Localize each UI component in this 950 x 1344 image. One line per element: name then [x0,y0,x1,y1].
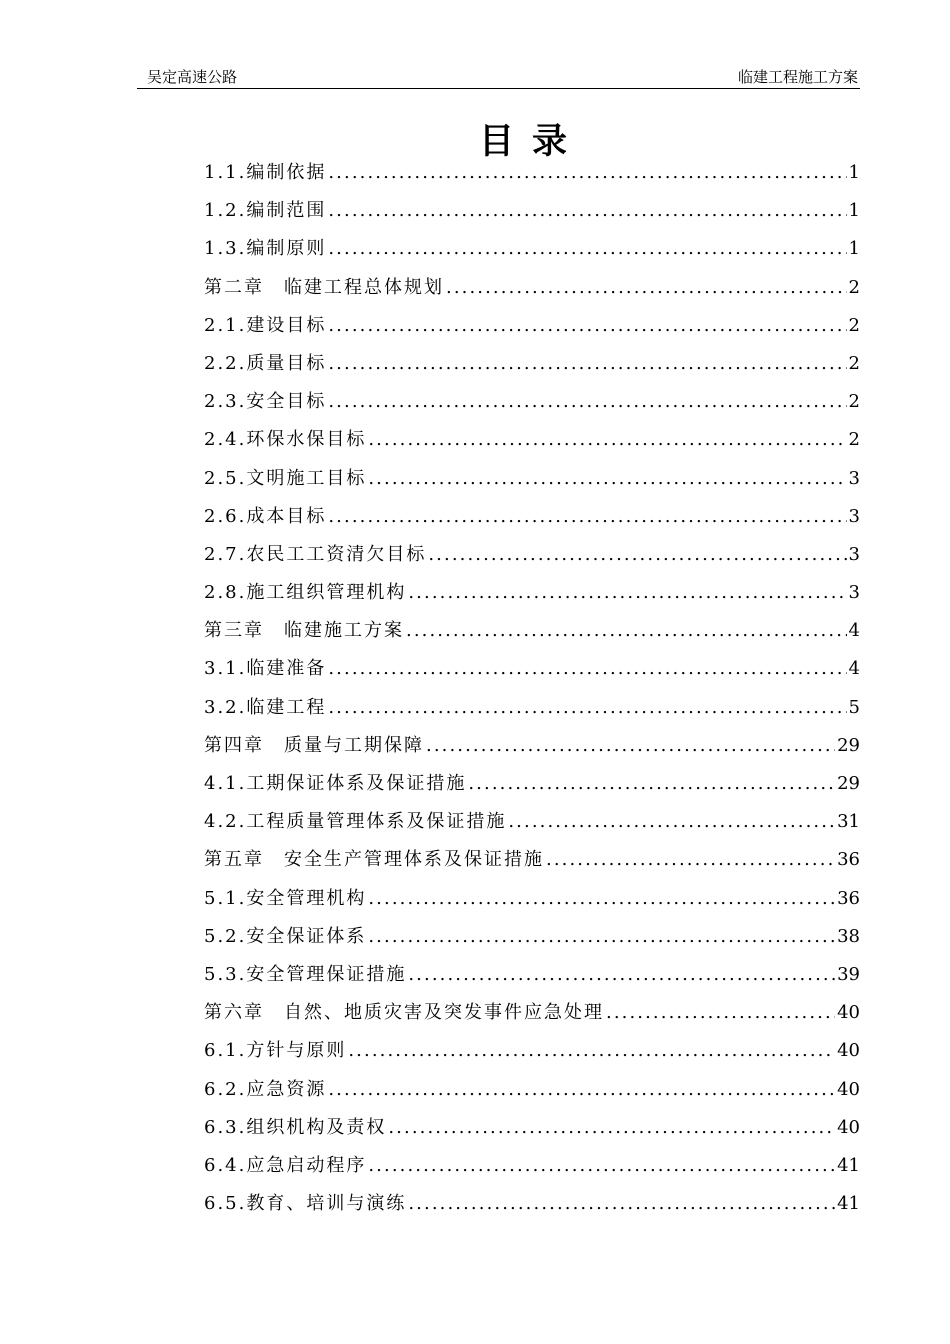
toc-dot-leader [368,421,846,459]
toc-entry-label: 5.1.安全管理机构 [204,887,367,909]
toc-entry-page-number: 2 [848,276,860,298]
toc-dot-leader [546,841,835,879]
toc-entry-label: 1.2.编制范围 [204,200,327,222]
toc-entry-label: 6.3.组织机构及责权 [204,1116,387,1138]
toc-entry[interactable] [204,1185,860,1223]
toc-dot-leader [368,880,835,918]
toc-entry-page-number: 3 [848,582,860,604]
toc-entry[interactable] [204,307,860,345]
toc-entry[interactable] [204,192,860,230]
toc-dot-leader [408,1185,835,1223]
toc-entry[interactable] [204,841,860,879]
toc-dot-leader [468,765,835,803]
toc-entry[interactable] [204,1109,860,1147]
toc-dot-leader [328,498,846,536]
toc-entry-page-number: 1 [848,200,860,222]
toc-entry[interactable] [204,1071,860,1109]
toc-entry-label: 2.7.农民工工资清欠目标 [204,543,427,565]
toc-entry-label: 2.3.安全目标 [204,391,327,413]
toc-entry[interactable] [204,803,860,841]
toc-entry[interactable] [204,345,860,383]
toc-dot-leader [328,689,846,727]
toc-entry[interactable] [204,727,860,765]
toc-entry-page-number: 3 [848,505,860,527]
toc-entry-page-number: 36 [837,849,860,871]
toc-entry[interactable] [204,650,860,688]
toc-dot-leader [408,956,835,994]
toc-entry-page-number: 40 [837,1078,860,1100]
page-header [137,66,860,89]
toc-dot-leader [328,154,846,192]
toc-dot-leader [368,460,846,498]
toc-dot-leader [446,269,847,307]
toc-entry-label: 6.5.教育、培训与演练 [204,1193,407,1215]
toc-entry-label: 6.1.方针与原则 [204,1040,347,1062]
toc-dot-leader [328,650,846,688]
toc-entry-page-number: 4 [848,620,860,642]
toc-entry[interactable] [204,230,860,268]
toc-entry-page-number: 2 [848,429,860,451]
toc-entry-label: 第六章 自然、地质灾害及突发事件应急处理 [204,1002,604,1024]
toc-entry-label: 6.2.应急资源 [204,1078,327,1100]
toc-entry-label: 6.4.应急启动程序 [204,1154,367,1176]
toc-entry-label: 5.3.安全管理保证措施 [204,963,407,985]
toc-entry-label: 第四章 质量与工期保障 [204,734,424,756]
toc-entry-label: 4.1.工期保证体系及保证措施 [204,773,467,794]
toc-entry-label: 2.4.环保水保目标 [204,429,367,451]
toc-entry-page-number: 2 [848,352,860,374]
toc-entry-label: 第三章 临建施工方案 [204,620,404,642]
toc-entry-page-number: 2 [848,391,860,413]
toc-entry[interactable] [204,689,860,727]
toc-entry[interactable] [204,880,860,918]
toc-entry-label: 第五章 安全生产管理体系及保证措施 [204,849,544,871]
toc-entry-page-number: 2 [848,314,860,336]
toc-dot-leader [328,345,846,383]
toc-dot-leader [328,307,846,345]
toc-dot-leader [328,1071,835,1109]
toc-entry-label: 3.2.临建工程 [204,696,327,718]
toc-entry-label: 2.5.文明施工目标 [204,467,367,489]
toc-entry-label: 2.2.质量目标 [204,352,327,374]
toc-entry[interactable] [204,269,860,307]
toc-entry-page-number: 38 [837,925,860,947]
toc-entry-page-number: 1 [848,238,860,260]
toc-dot-leader [328,383,846,421]
toc-dot-leader [368,1147,835,1185]
toc-entry[interactable] [204,154,860,192]
toc-entry-page-number: 3 [848,467,860,489]
toc-entry[interactable] [204,1147,860,1185]
toc-entry-page-number: 40 [837,1002,860,1024]
toc-entry-label: 3.1.临建准备 [204,658,327,680]
toc-entry[interactable] [204,536,860,574]
toc-dot-leader [426,727,835,765]
toc-entry-page-number: 5 [848,696,860,718]
toc-dot-leader [508,803,835,841]
toc-entry[interactable] [204,574,860,612]
toc-entry[interactable] [204,918,860,956]
toc-entry[interactable] [204,498,860,536]
toc-dot-leader [388,1109,835,1147]
table-of-contents [204,154,860,1223]
toc-dot-leader [368,918,835,956]
toc-entry-page-number: 41 [837,1154,860,1176]
toc-entry-label: 2.8.施工组织管理机构 [204,582,407,604]
toc-title: 目录 [478,122,585,162]
toc-dot-leader [328,192,846,230]
toc-entry[interactable] [204,460,860,498]
toc-entry-label: 5.2.安全保证体系 [204,925,367,947]
toc-entry-label: 2.6.成本目标 [204,505,327,527]
toc-entry-label: 第二章 临建工程总体规划 [204,276,444,298]
toc-dot-leader [406,612,847,650]
toc-entry-page-number: 41 [837,1193,860,1215]
header-document-name: 临建工程施工方案 [737,68,858,86]
toc-entry[interactable] [204,383,860,421]
toc-entry-label: 1.3.编制原则 [204,238,327,260]
toc-entry-page-number: 3 [848,543,860,565]
toc-entry-label: 4.2.工程质量管理体系及保证措施 [204,811,507,833]
toc-entry-label: 1.1.编制依据 [204,162,327,183]
toc-entry[interactable] [204,1032,860,1070]
toc-entry[interactable] [204,956,860,994]
toc-entry[interactable] [204,765,860,803]
toc-entry-page-number: 40 [837,1116,860,1138]
toc-dot-leader [606,994,835,1032]
toc-dot-leader [328,230,846,268]
toc-entry-page-number: 40 [837,1040,860,1062]
toc-entry-label: 2.1.建设目标 [204,314,327,336]
toc-entry-page-number: 39 [837,963,860,985]
toc-dot-leader [428,536,846,574]
toc-entry-page-number: 31 [837,811,860,833]
toc-dot-leader [348,1032,835,1070]
toc-entry[interactable] [204,994,860,1032]
toc-entry[interactable] [204,612,860,650]
toc-entry-page-number: 36 [837,887,860,909]
toc-entry-page-number: 29 [837,773,860,794]
toc-entry-page-number: 4 [848,658,860,680]
toc-entry-page-number: 1 [848,162,860,183]
toc-dot-leader [408,574,846,612]
header-project-name: 吴定高速公路 [147,68,238,86]
toc-entry-page-number: 29 [837,734,860,756]
toc-entry[interactable] [204,421,860,459]
